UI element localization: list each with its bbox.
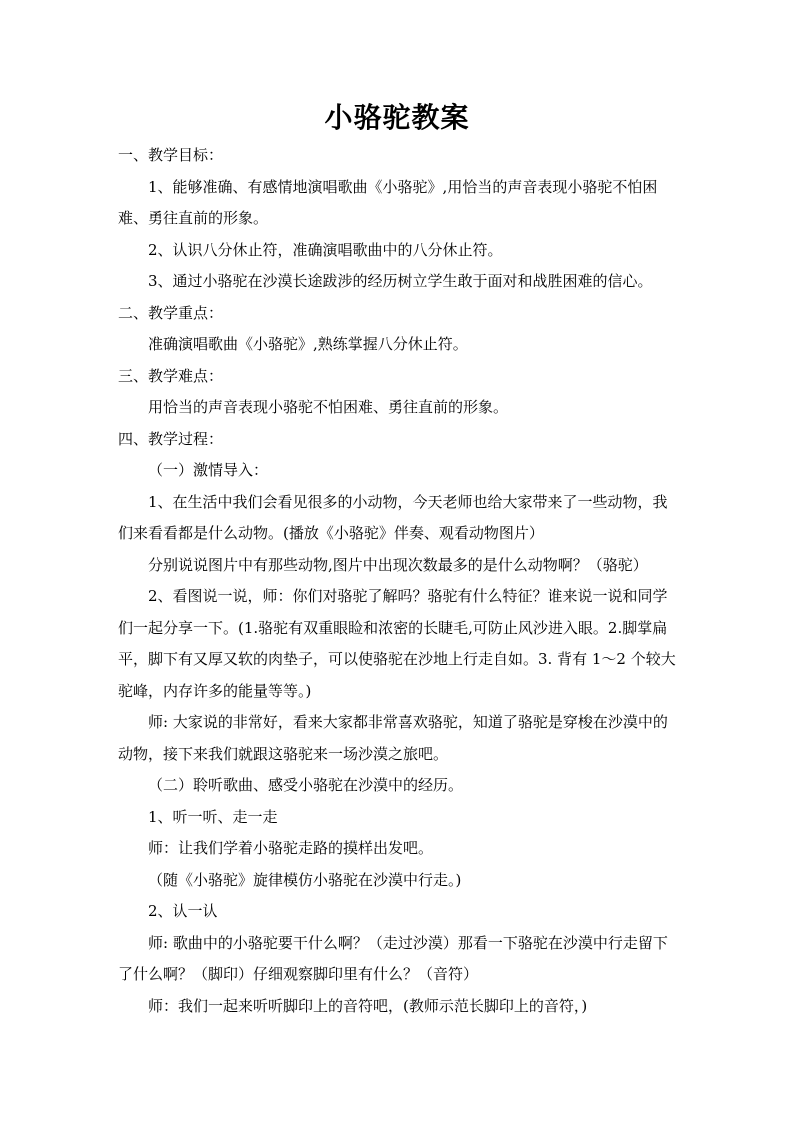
objective-3: 3、通过小骆驼在沙漠长途跋涉的经历树立学生敢于面对和战胜困难的信心。 <box>148 272 653 290</box>
difficulty-text: 用恰当的声音表现小骆驼不怕困难、勇往直前的形象。 <box>148 398 509 416</box>
document-body <box>118 140 678 1022</box>
process-paragraph: 师: 歌曲中的小骆驼要干什么啊？（走过沙漠）那看一下骆驼在沙漠中行走留下了什么啊？（脚印）仔细观察脚印里有什么？（音符） <box>118 933 668 983</box>
process-paragraph: 师：让我们学着小骆驼走路的摸样出发吧。 <box>148 839 434 857</box>
process-paragraph: 2、看图说一说，师：你们对骆驼了解吗？骆驼有什么特征？谁来说一说和同学们一起分享一下。(1.骆驼有双重眼睑和浓密的长睫毛,可防止风沙进入眼。2.脚掌扁平，脚下有又厚又软的肉垫子，可以使骆驼在沙地上行走自如。3. 背有 1～2 个较大驼峰，内存许多的能量等等。) <box>118 587 676 700</box>
process-paragraph: 2、认一认 <box>148 902 218 920</box>
process-paragraph: （随《小骆驼》旋律模仿小骆驼在沙漠中行走。) <box>148 870 462 889</box>
subsection-listening: （二）聆听歌曲、感受小骆驼在沙漠中的经历。 <box>148 776 464 794</box>
objective-2: 2、认识八分休止符，准确演唱歌曲中的八分休止符。 <box>148 240 503 259</box>
document-title: 小骆驼教案 <box>324 101 470 134</box>
section-heading-key-points: 二、教学重点： <box>118 303 224 322</box>
objective-1: 1、能够准确、有感情地演唱歌曲《小骆驼》,用恰当的声音表现小骆驼不怕困难、勇往直前的形象。 <box>118 177 658 227</box>
section-heading-objectives: 一、教学目标： <box>118 146 224 164</box>
key-point-text: 准确演唱歌曲《小骆驼》,熟练掌握八分休止符。 <box>148 335 468 353</box>
process-paragraph: 师: 大家说的非常好，看来大家都非常喜欢骆驼，知道了骆驼是穿梭在沙漠中的动物，接下来我们就跟这骆驼来一场沙漠之旅吧。 <box>118 713 668 763</box>
process-paragraph: 1、听一听、走一走 <box>148 807 278 826</box>
subsection-intro: （一）激情导入： <box>148 461 269 479</box>
section-heading-process: 四、教学过程： <box>118 429 224 448</box>
section-heading-difficulties: 三、教学难点： <box>118 366 224 385</box>
process-paragraph: 分别说说图片中有那些动物,图片中出现次数最多的是什么动物啊？（骆驼） <box>148 555 648 574</box>
process-paragraph: 师：我们一起来听听脚印上的音符吧，(教师示范长脚印上的音符，) <box>148 996 588 1015</box>
process-paragraph: 1、在生活中我们会看见很多的小动物，今天老师也给大家带来了一些动物，我们来看看都是什么动物。(播放《小骆驼》伴奏、观看动物图片） <box>118 492 668 542</box>
